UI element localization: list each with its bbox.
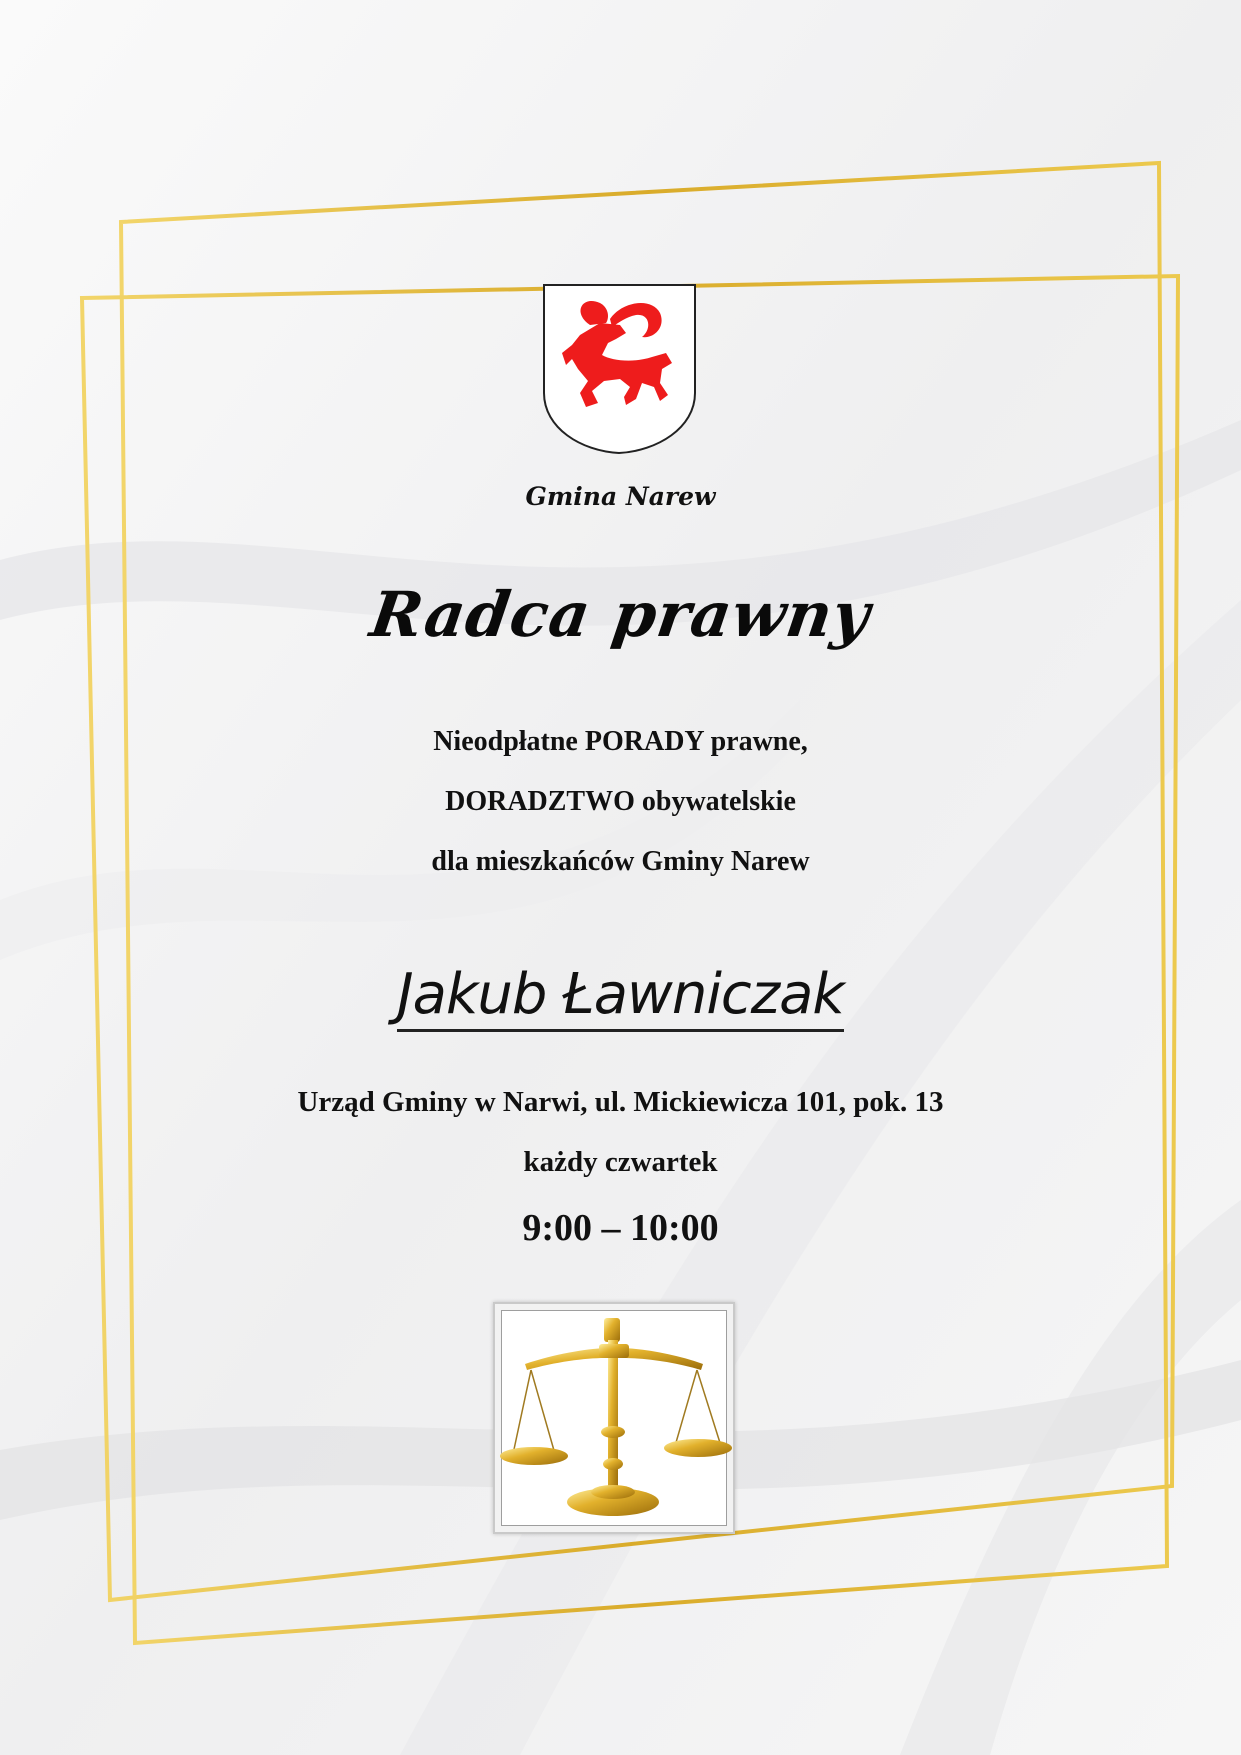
poster-title: Radca prawny — [366, 578, 875, 651]
description-line-1: Nieodpłatne PORADY prawne, — [433, 726, 808, 757]
office-location: Urząd Gminy w Narwi, ul. Mickiewicza 101, pok. 13 — [297, 1086, 944, 1118]
description-line-2: DORADZTWO obywatelskie — [445, 786, 796, 817]
municipality-name: Gmina Narew — [525, 482, 716, 511]
scales-of-justice-icon — [495, 1304, 733, 1532]
schedule-hours: 9:00 – 10:00 — [522, 1207, 719, 1249]
schedule-day: każdy czwartek — [523, 1146, 718, 1178]
coat-of-arms-goat-icon — [542, 283, 697, 455]
scales-illustration — [493, 1302, 735, 1534]
lawyer-name: Jakub Ławniczak — [0, 962, 1241, 1027]
description-line-3: dla mieszkańców Gminy Narew — [431, 846, 810, 877]
